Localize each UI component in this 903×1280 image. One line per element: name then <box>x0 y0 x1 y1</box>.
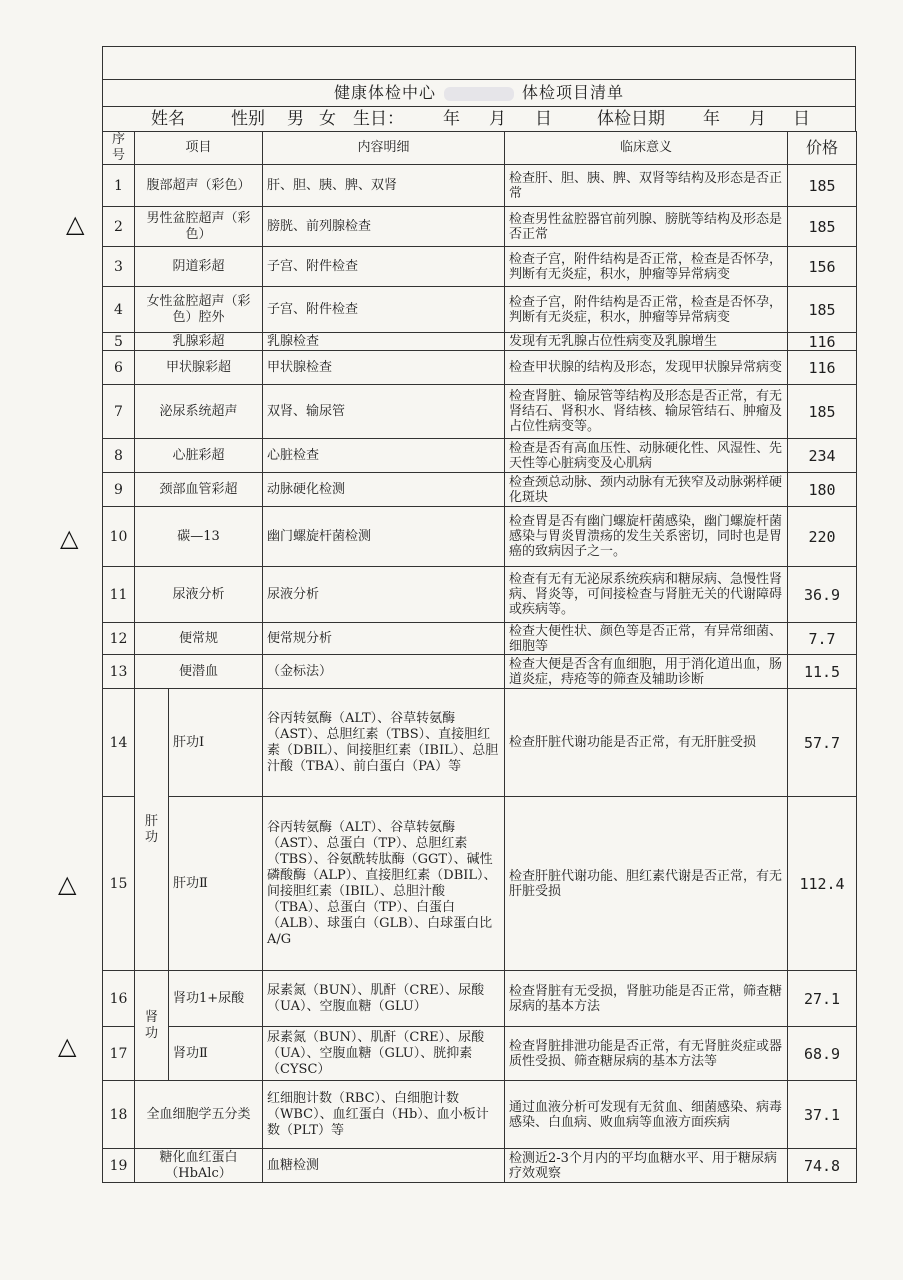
row-detail: 动脉硬化检测 <box>263 473 505 507</box>
row-meaning: 检查肾脏有无受损，肾脏功能是否正常，筛查糖尿病的基本方法 <box>505 971 788 1027</box>
birthday-day: 日 <box>535 109 552 129</box>
row-seq: 10 <box>103 507 135 567</box>
row-price: 185 <box>788 385 857 439</box>
row-detail: （金标法） <box>263 655 505 689</box>
row-price: 68.9 <box>788 1027 857 1081</box>
row-meaning: 检查男性盆腔器官前列腺、膀胱等结构及形态是否正常 <box>505 207 788 247</box>
row-item: 便潜血 <box>135 655 263 689</box>
patient-info-row <box>102 106 856 131</box>
row-price: 112.4 <box>788 797 857 971</box>
table-row <box>103 385 857 439</box>
table-row <box>103 655 857 689</box>
row-detail: 膀胱、前列腺检查 <box>263 207 505 247</box>
row-meaning: 检测近2-3个月内的平均血糖水平、用于糖尿病疗效观察 <box>505 1149 788 1183</box>
row-price: 185 <box>788 207 857 247</box>
margin-mark-triangle: △ <box>60 524 79 552</box>
blank-header-row <box>102 46 856 79</box>
row-seq: 16 <box>103 971 135 1027</box>
row-item: 肝功Ⅰ <box>169 689 263 797</box>
table-row <box>103 689 857 797</box>
row-meaning: 通过血液分析可发现有无贫血、细菌感染、病毒感染、白血病、败血病等血液方面疾病 <box>505 1081 788 1149</box>
row-seq: 11 <box>103 567 135 623</box>
group-label-liver: 肝功 <box>135 689 169 971</box>
row-meaning: 检查大便性状、颜色等是否正常，有异常细菌、细胞等 <box>505 623 788 655</box>
row-seq: 6 <box>103 351 135 385</box>
row-price: 116 <box>788 351 857 385</box>
row-detail: 尿液分析 <box>263 567 505 623</box>
row-price: 116 <box>788 333 857 351</box>
row-meaning: 检查子宫，附件结构是否正常，检查是否怀孕，判断有无炎症，积水，肿瘤等异常病变 <box>505 287 788 333</box>
exam-date-year: 年 <box>703 109 720 129</box>
table-row <box>103 971 857 1027</box>
exam-items-table <box>102 131 857 1183</box>
col-seq: 序号 <box>103 132 135 165</box>
table-row <box>103 797 857 971</box>
row-detail: 血糖检测 <box>263 1149 505 1183</box>
row-meaning: 检查子宫，附件结构是否正常，检查是否怀孕，判断有无炎症，积水，肿瘤等异常病变 <box>505 247 788 287</box>
row-seq: 9 <box>103 473 135 507</box>
row-seq: 2 <box>103 207 135 247</box>
table-row <box>103 1081 857 1149</box>
row-item: 阴道彩超 <box>135 247 263 287</box>
margin-mark-triangle: △ <box>58 1032 77 1060</box>
row-seq: 7 <box>103 385 135 439</box>
row-item: 甲状腺彩超 <box>135 351 263 385</box>
center-name: 健康体检中心 <box>333 83 436 102</box>
table-row <box>103 439 857 473</box>
form-title: 体检项目清单 <box>522 83 625 102</box>
row-meaning: 检查有无有无泌尿系统疾病和糖尿病、急慢性肾病、肾炎等，可间接检查与肾脏无关的代谢障碍或疾病等。 <box>505 567 788 623</box>
table-row <box>103 1149 857 1183</box>
row-detail: 乳腺检查 <box>263 333 505 351</box>
exam-date-label: 体检日期 <box>597 109 665 129</box>
row-detail: 幽门螺旋杆菌检测 <box>263 507 505 567</box>
row-item: 泌尿系统超声 <box>135 385 263 439</box>
col-detail: 内容明细 <box>263 132 505 165</box>
row-meaning: 检查肾脏、输尿管等结构及形态是否正常，有无肾结石、肾积水、肾结核、输尿管结石、肿瘤及占位性病变等。 <box>505 385 788 439</box>
row-item: 肾功1+尿酸 <box>169 971 263 1027</box>
table-row <box>103 473 857 507</box>
gender-male: 男 <box>287 109 304 129</box>
row-detail: 尿素氮（BUN）、肌酐（CRE）、尿酸（UA）、空腹血糖（GLU） <box>263 971 505 1027</box>
row-item: 颈部血管彩超 <box>135 473 263 507</box>
row-seq: 3 <box>103 247 135 287</box>
row-meaning: 检查是否有高血压性、动脉硬化性、风湿性、先天性等心脏病变及心肌病 <box>505 439 788 473</box>
table-row <box>103 247 857 287</box>
row-meaning: 检查肝脏代谢功能是否正常，有无肝脏受损 <box>505 689 788 797</box>
exam-date-month: 月 <box>749 109 766 129</box>
col-meaning: 临床意义 <box>505 132 788 165</box>
row-detail: 红细胞计数（RBC）、白细胞计数（WBC）、血红蛋白（Hb）、血小板计数（PLT）等 <box>263 1081 505 1149</box>
row-detail: 心脏检查 <box>263 439 505 473</box>
form-title-row <box>102 79 856 106</box>
row-price: 37.1 <box>788 1081 857 1149</box>
margin-mark-triangle: △ <box>58 870 77 898</box>
row-price: 185 <box>788 165 857 207</box>
row-seq: 4 <box>103 287 135 333</box>
row-item: 心脏彩超 <box>135 439 263 473</box>
row-item: 碳—13 <box>135 507 263 567</box>
row-detail: 谷丙转氨酶（ALT）、谷草转氨酶（AST）、总胆红素（TBS）、直接胆红素（DBIL）、间接胆红素（IBIL）、总胆汁酸（TBA）、前白蛋白（PA）等 <box>263 689 505 797</box>
gender-female: 女 <box>319 109 336 129</box>
row-meaning: 检查肝、胆、胰、脾、双肾等结构及形态是否正常 <box>505 165 788 207</box>
exam-date-day: 日 <box>793 109 810 129</box>
birthday-label: 生日： <box>353 109 404 129</box>
table-header-row <box>103 132 857 165</box>
row-seq: 14 <box>103 689 135 797</box>
row-price: 185 <box>788 287 857 333</box>
row-meaning: 检查胃是否有幽门螺旋杆菌感染，幽门螺旋杆菌感染与胃炎胃溃疡的发生关系密切，同时也是胃癌的致病因子之一。 <box>505 507 788 567</box>
row-price: 234 <box>788 439 857 473</box>
row-item: 腹部超声（彩色） <box>135 165 263 207</box>
row-price: 27.1 <box>788 971 857 1027</box>
row-detail: 子宫、附件检查 <box>263 287 505 333</box>
exam-form <box>102 46 856 1183</box>
row-meaning: 检查甲状腺的结构及形态，发现甲状腺异常病变 <box>505 351 788 385</box>
row-seq: 1 <box>103 165 135 207</box>
row-item: 女性盆腔超声（彩色）腔外 <box>135 287 263 333</box>
row-item: 糖化血红蛋白（HbAlc） <box>135 1149 263 1183</box>
row-price: 11.5 <box>788 655 857 689</box>
table-row <box>103 1027 857 1081</box>
row-price: 7.7 <box>788 623 857 655</box>
row-detail: 尿素氮（BUN）、肌酐（CRE）、尿酸（UA）、空腹血糖（GLU）、胱抑素（CYSC） <box>263 1027 505 1081</box>
row-seq: 13 <box>103 655 135 689</box>
row-meaning: 检查肾脏排泄功能是否正常，有无肾脏炎症或器质性受损、筛查糖尿病的基本方法等 <box>505 1027 788 1081</box>
row-seq: 17 <box>103 1027 135 1081</box>
row-detail: 双肾、输尿管 <box>263 385 505 439</box>
row-detail: 甲状腺检查 <box>263 351 505 385</box>
birthday-month: 月 <box>489 109 506 129</box>
row-detail: 谷丙转氨酶（ALT）、谷草转氨酶（AST）、总蛋白（TP）、总胆红素（TBS）、谷氨酰转肽酶（GGT）、碱性磷酸酶（ALP）、直接胆红素（DBIL）、间接胆红素（IBIL）、总胆汁酸（TBA）、总蛋白（TP）、白蛋白（ALB）、球蛋白（GLB）、白球蛋白比A/G <box>263 797 505 971</box>
birthday-year: 年 <box>443 109 460 129</box>
table-row <box>103 507 857 567</box>
row-detail: 便常规分析 <box>263 623 505 655</box>
row-seq: 8 <box>103 439 135 473</box>
row-item: 全血细胞学五分类 <box>135 1081 263 1149</box>
gender-label: 性别 <box>231 109 265 129</box>
table-row <box>103 165 857 207</box>
row-detail: 肝、胆、胰、脾、双肾 <box>263 165 505 207</box>
row-seq: 18 <box>103 1081 135 1149</box>
row-price: 156 <box>788 247 857 287</box>
name-label: 姓名 <box>151 109 185 129</box>
redacted-area <box>444 87 514 101</box>
row-item: 男性盆腔超声（彩色） <box>135 207 263 247</box>
group-label-kidney: 肾功 <box>135 971 169 1081</box>
margin-mark-triangle: △ <box>66 210 85 238</box>
row-seq: 12 <box>103 623 135 655</box>
row-price: 220 <box>788 507 857 567</box>
table-row <box>103 287 857 333</box>
col-item: 项目 <box>135 132 263 165</box>
row-item: 尿液分析 <box>135 567 263 623</box>
table-row <box>103 567 857 623</box>
col-price: 价格 <box>788 132 857 165</box>
row-item: 乳腺彩超 <box>135 333 263 351</box>
row-meaning: 发现有无乳腺占位性病变及乳腺增生 <box>505 333 788 351</box>
row-price: 36.9 <box>788 567 857 623</box>
row-item: 肝功Ⅱ <box>169 797 263 971</box>
table-row <box>103 623 857 655</box>
row-price: 74.8 <box>788 1149 857 1183</box>
table-row <box>103 351 857 385</box>
row-meaning: 检查大便是否含有血细胞，用于消化道出血，肠道炎症，痔疮等的筛查及辅助诊断 <box>505 655 788 689</box>
row-seq: 19 <box>103 1149 135 1183</box>
row-price: 57.7 <box>788 689 857 797</box>
row-seq: 15 <box>103 797 135 971</box>
row-item: 便常规 <box>135 623 263 655</box>
row-meaning: 检查肝脏代谢功能、胆红素代谢是否正常，有无肝脏受损 <box>505 797 788 971</box>
row-detail: 子宫、附件检查 <box>263 247 505 287</box>
row-item: 肾功Ⅱ <box>169 1027 263 1081</box>
table-row <box>103 207 857 247</box>
row-meaning: 检查颈总动脉、颈内动脉有无狭窄及动脉粥样硬化斑块 <box>505 473 788 507</box>
row-seq: 5 <box>103 333 135 351</box>
row-price: 180 <box>788 473 857 507</box>
table-row <box>103 333 857 351</box>
